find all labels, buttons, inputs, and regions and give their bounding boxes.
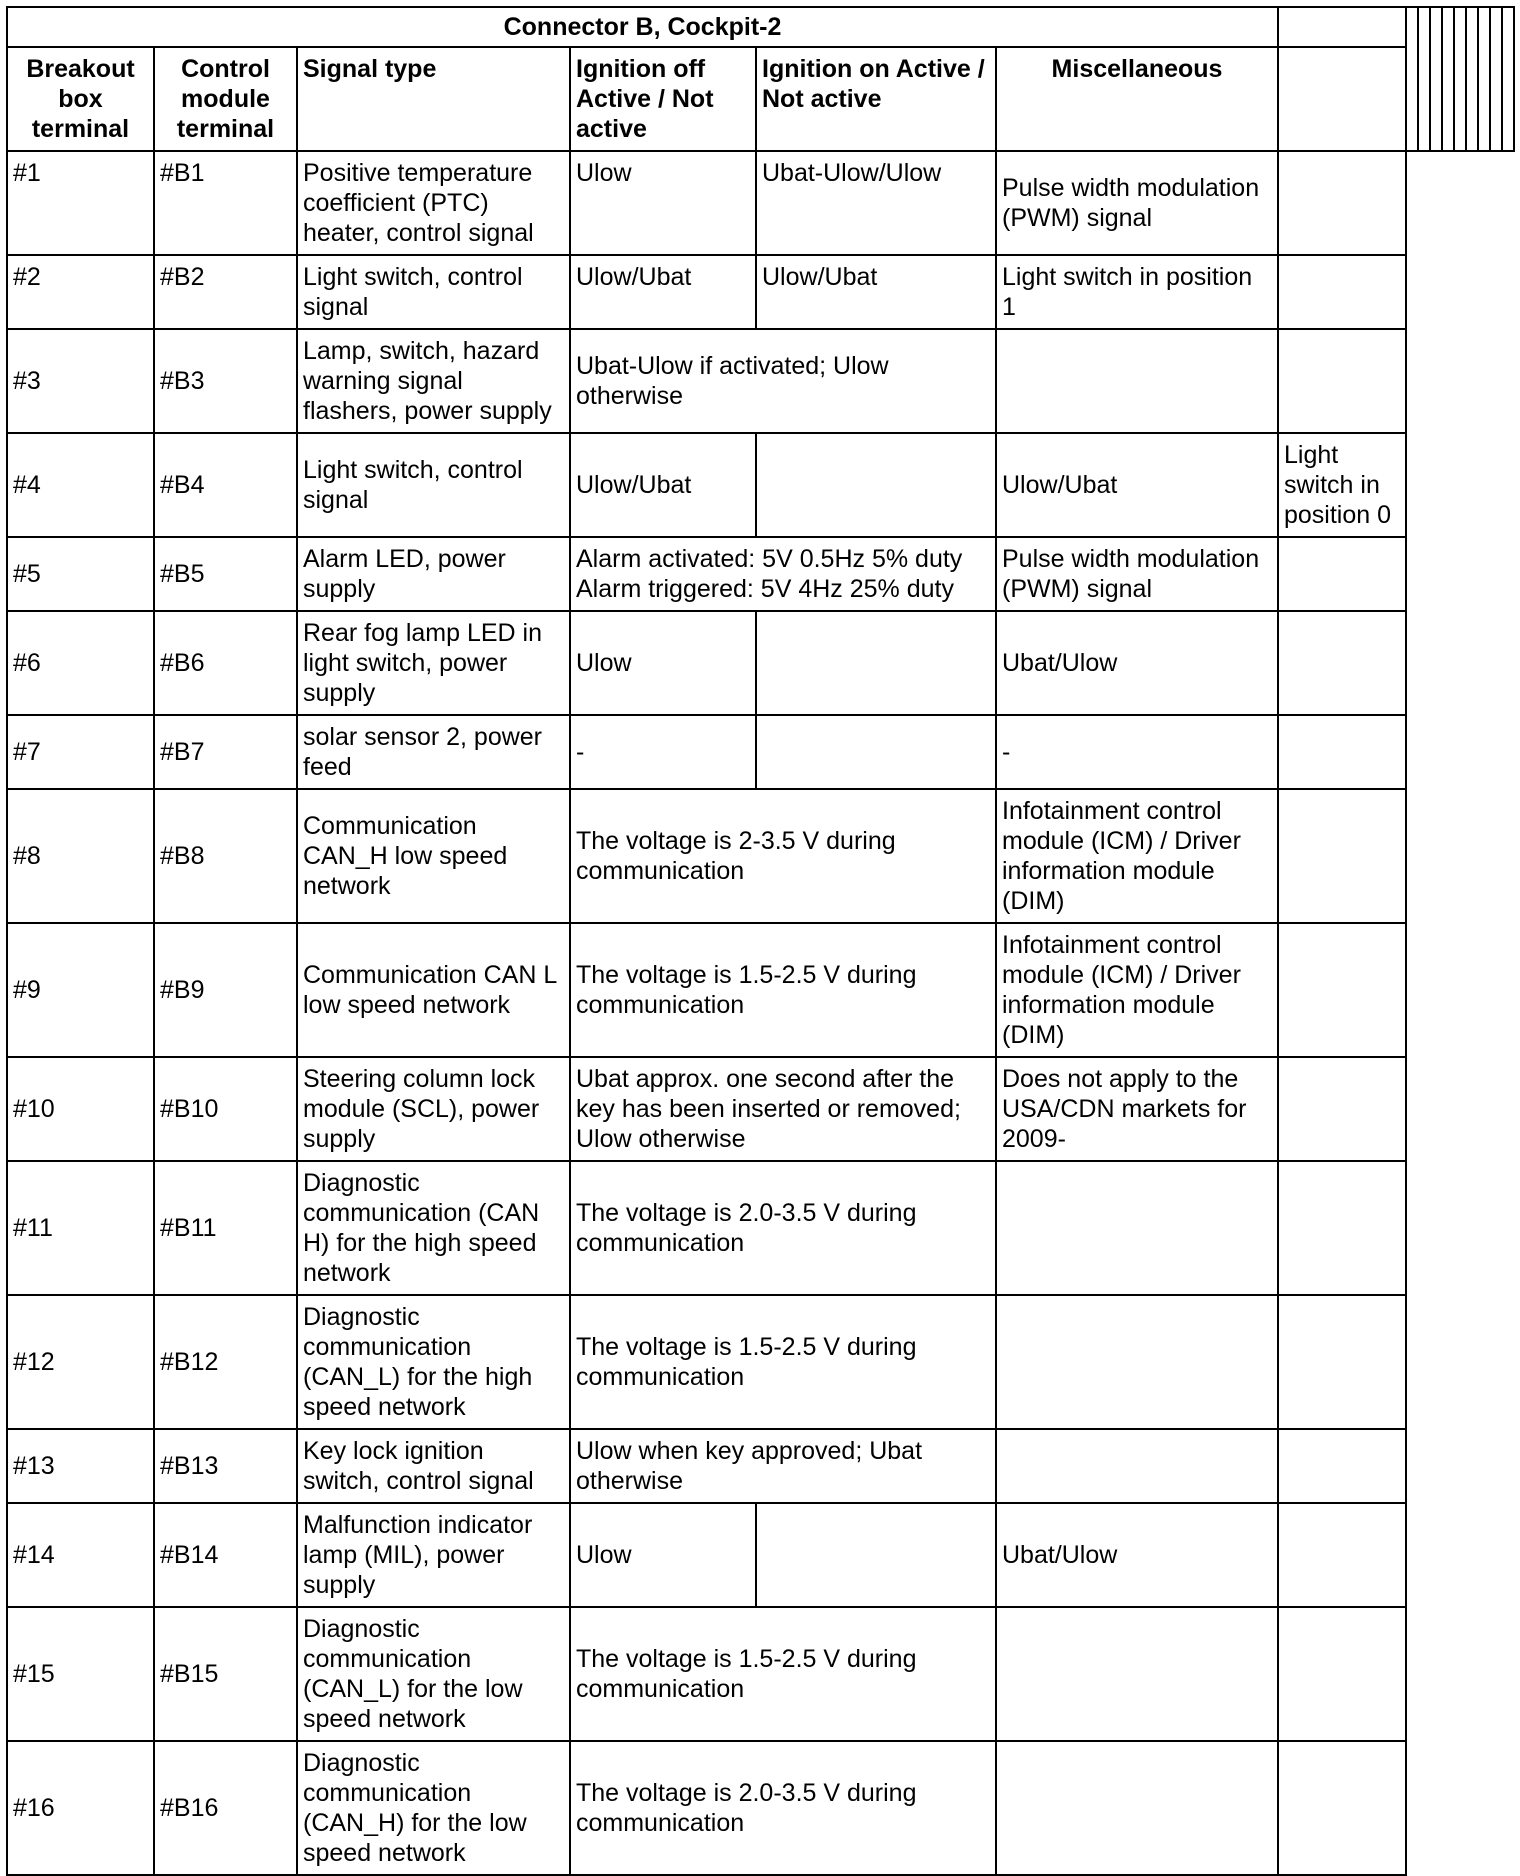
breakout-terminal-cell: #1 [7, 151, 154, 255]
ignition-state-cell: The voltage is 1.5-2.5 V during communication [570, 1607, 996, 1741]
ignition-off-cell: Ulow [570, 151, 756, 255]
signal-type-cell: Diagnostic communication (CAN_H) for the low speed network [297, 1741, 570, 1875]
table-row [7, 1607, 1514, 1741]
control-terminal-cell: #B6 [154, 611, 297, 715]
breakout-terminal-cell: #9 [7, 923, 154, 1057]
signal-type-cell: Lamp, switch, hazard warning signal flashers, power supply [297, 329, 570, 433]
blank-cell [1278, 1057, 1406, 1161]
blank-cell [1278, 1607, 1406, 1741]
blank-cell [1278, 47, 1406, 151]
ignition-state-cell: Alarm activated: 5V 0.5Hz 5% duty Alarm triggered: 5V 4Hz 25% duty [570, 537, 996, 611]
ignition-off-cell: Ulow/Ubat [570, 433, 756, 537]
miscellaneous-cell: Ulow/Ubat [996, 433, 1278, 537]
signal-type-cell: Steering column lock module (SCL), power supply [297, 1057, 570, 1161]
table-row [7, 433, 1514, 537]
header-ignition-off: Ignition off Active / Not active [570, 47, 756, 151]
ignition-on-cell [756, 1503, 996, 1607]
connector-table [6, 6, 1515, 1876]
ignition-on-cell: Ubat-Ulow/Ulow [756, 151, 996, 255]
signal-type-cell: Communication CAN_H low speed network [297, 789, 570, 923]
blank-cell [1278, 1503, 1406, 1607]
control-terminal-cell: #B11 [154, 1161, 297, 1295]
table-row [7, 923, 1514, 1057]
signal-type-cell: Alarm LED, power supply [297, 537, 570, 611]
blank-cell [1278, 1429, 1406, 1503]
breakout-terminal-cell: #11 [7, 1161, 154, 1295]
table-row [7, 151, 1514, 255]
control-terminal-cell: #B8 [154, 789, 297, 923]
miscellaneous-cell: Light switch in position 1 [996, 255, 1278, 329]
miscellaneous-cell [996, 1607, 1278, 1741]
blank-cell [1278, 255, 1406, 329]
signal-type-cell: Malfunction indicator lamp (MIL), power supply [297, 1503, 570, 1607]
breakout-terminal-cell: #12 [7, 1295, 154, 1429]
blank-column [1430, 7, 1442, 151]
signal-type-cell: Diagnostic communication (CAN H) for the high speed network [297, 1161, 570, 1295]
miscellaneous-cell [996, 1295, 1278, 1429]
control-terminal-cell: #B2 [154, 255, 297, 329]
table-row [7, 1429, 1514, 1503]
control-terminal-cell: #B4 [154, 433, 297, 537]
control-terminal-cell: #B12 [154, 1295, 297, 1429]
control-terminal-cell: #B10 [154, 1057, 297, 1161]
table-row [7, 715, 1514, 789]
header-miscellaneous: Miscellaneous [996, 47, 1278, 151]
ignition-state-cell: The voltage is 1.5-2.5 V during communication [570, 1295, 996, 1429]
blank-column [1502, 7, 1514, 151]
breakout-terminal-cell: #4 [7, 433, 154, 537]
ignition-state-cell: The voltage is 2.0-3.5 V during communication [570, 1161, 996, 1295]
header-breakout-terminal: Breakout box terminal [7, 47, 154, 151]
miscellaneous-cell [996, 329, 1278, 433]
table-body [7, 151, 1514, 1875]
control-terminal-cell: #B13 [154, 1429, 297, 1503]
table-row [7, 1295, 1514, 1429]
table-row [7, 1057, 1514, 1161]
table-row [7, 1161, 1514, 1295]
table-row [7, 329, 1514, 433]
control-terminal-cell: #B15 [154, 1607, 297, 1741]
extra-note-cell: Light switch in position 0 [1278, 433, 1406, 537]
ignition-state-cell: The voltage is 2-3.5 V during communication [570, 789, 996, 923]
miscellaneous-cell: Infotainment control module (ICM) / Driver information module (DIM) [996, 923, 1278, 1057]
blank-cell [1278, 1741, 1406, 1875]
blank-cell [1278, 151, 1406, 255]
signal-type-cell: Rear fog lamp LED in light switch, power supply [297, 611, 570, 715]
blank-cell [1278, 329, 1406, 433]
ignition-on-cell [756, 611, 996, 715]
blank-cell [1278, 611, 1406, 715]
blank-cell [1278, 789, 1406, 923]
miscellaneous-cell [996, 1161, 1278, 1295]
miscellaneous-cell: Ubat/Ulow [996, 611, 1278, 715]
ignition-state-cell: Ubat-Ulow if activated; Ulow otherwise [570, 329, 996, 433]
blank-column [1442, 7, 1454, 151]
blank-column [1418, 7, 1430, 151]
header-ignition-on: Ignition on Active / Not active [756, 47, 996, 151]
control-terminal-cell: #B16 [154, 1741, 297, 1875]
blank-cell [1278, 1295, 1406, 1429]
signal-type-cell: solar sensor 2, power feed [297, 715, 570, 789]
breakout-terminal-cell: #16 [7, 1741, 154, 1875]
ignition-off-cell: - [570, 715, 756, 789]
blank-column [1490, 7, 1502, 151]
signal-type-cell: Diagnostic communication (CAN_L) for the high speed network [297, 1295, 570, 1429]
ignition-state-cell: The voltage is 2.0-3.5 V during communication [570, 1741, 996, 1875]
blank-cell [1278, 1161, 1406, 1295]
ignition-on-cell [756, 433, 996, 537]
control-terminal-cell: #B5 [154, 537, 297, 611]
miscellaneous-cell: - [996, 715, 1278, 789]
blank-column [1466, 7, 1478, 151]
table-row [7, 611, 1514, 715]
ignition-state-cell: The voltage is 1.5-2.5 V during communication [570, 923, 996, 1057]
breakout-terminal-cell: #14 [7, 1503, 154, 1607]
signal-type-cell: Communication CAN L low speed network [297, 923, 570, 1057]
ignition-off-cell: Ulow [570, 611, 756, 715]
breakout-terminal-cell: #7 [7, 715, 154, 789]
header-control-terminal: Control module terminal [154, 47, 297, 151]
miscellaneous-cell [996, 1429, 1278, 1503]
control-terminal-cell: #B1 [154, 151, 297, 255]
breakout-terminal-cell: #3 [7, 329, 154, 433]
blank-column [1406, 7, 1418, 151]
table-row [7, 537, 1514, 611]
header-signal-type: Signal type [297, 47, 570, 151]
blank-cell [1278, 715, 1406, 789]
signal-type-cell: Light switch, control signal [297, 433, 570, 537]
control-terminal-cell: #B14 [154, 1503, 297, 1607]
signal-type-cell: Light switch, control signal [297, 255, 570, 329]
miscellaneous-cell: Ubat/Ulow [996, 1503, 1278, 1607]
ignition-state-cell: Ulow when key approved; Ubat otherwise [570, 1429, 996, 1503]
control-terminal-cell: #B7 [154, 715, 297, 789]
table-row [7, 1741, 1514, 1875]
blank-column [1478, 7, 1490, 151]
table-row [7, 1503, 1514, 1607]
ignition-off-cell: Ulow/Ubat [570, 255, 756, 329]
ignition-on-cell: Ulow/Ubat [756, 255, 996, 329]
control-terminal-cell: #B3 [154, 329, 297, 433]
signal-type-cell: Positive temperature coefficient (PTC) heater, control signal [297, 151, 570, 255]
table-title: Connector B, Cockpit-2 [7, 7, 1278, 47]
ignition-off-cell: Ulow [570, 1503, 756, 1607]
miscellaneous-cell: Pulse width modulation (PWM) signal [996, 537, 1278, 611]
miscellaneous-cell: Infotainment control module (ICM) / Driver information module (DIM) [996, 789, 1278, 923]
breakout-terminal-cell: #5 [7, 537, 154, 611]
miscellaneous-cell: Pulse width modulation (PWM) signal [996, 151, 1278, 255]
control-terminal-cell: #B9 [154, 923, 297, 1057]
blank-column [1454, 7, 1466, 151]
signal-type-cell: Key lock ignition switch, control signal [297, 1429, 570, 1503]
breakout-terminal-cell: #13 [7, 1429, 154, 1503]
table-row [7, 255, 1514, 329]
ignition-on-cell [756, 715, 996, 789]
signal-type-cell: Diagnostic communication (CAN_L) for the low speed network [297, 1607, 570, 1741]
breakout-terminal-cell: #6 [7, 611, 154, 715]
breakout-terminal-cell: #8 [7, 789, 154, 923]
blank-cell [1278, 7, 1406, 47]
ignition-state-cell: Ubat approx. one second after the key has been inserted or removed; Ulow otherwise [570, 1057, 996, 1161]
breakout-terminal-cell: #2 [7, 255, 154, 329]
blank-cell [1278, 537, 1406, 611]
miscellaneous-cell: Does not apply to the USA/CDN markets for 2009- [996, 1057, 1278, 1161]
breakout-terminal-cell: #15 [7, 1607, 154, 1741]
miscellaneous-cell [996, 1741, 1278, 1875]
table-row [7, 789, 1514, 923]
connector-table-sheet [6, 6, 1515, 1876]
blank-cell [1278, 923, 1406, 1057]
breakout-terminal-cell: #10 [7, 1057, 154, 1161]
